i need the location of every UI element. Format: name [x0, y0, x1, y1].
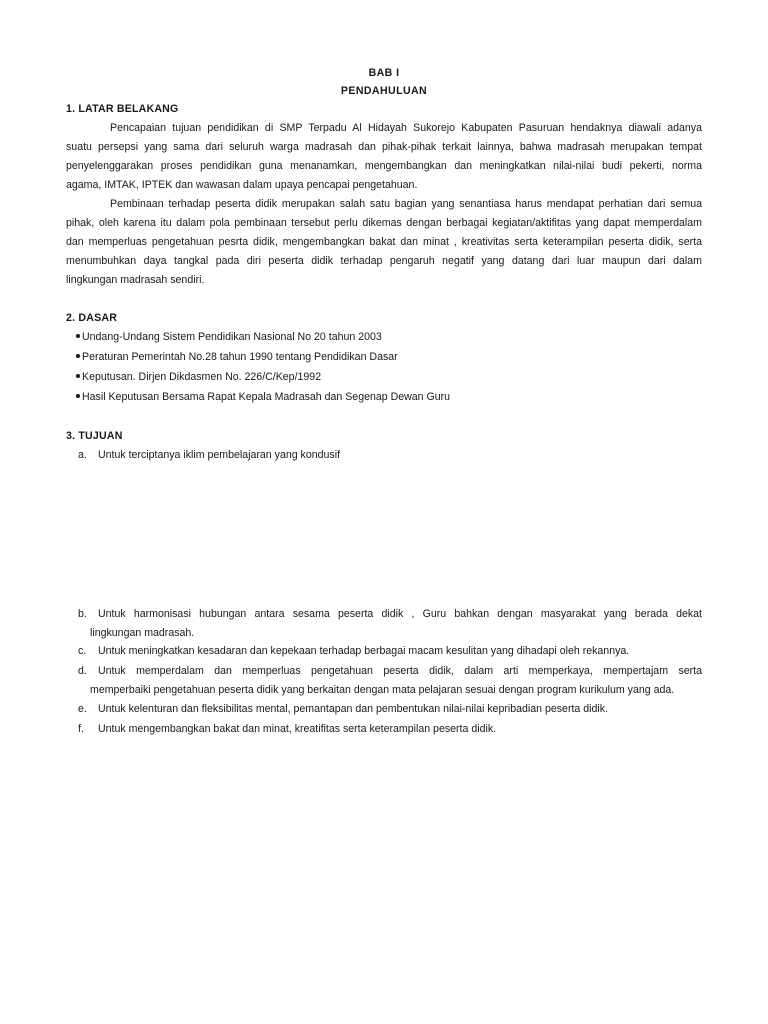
list-item-text: memperbaiki pengetahuan peserta didik yang berkaitan dengan mata pelajaran sesuai dengan program kurikulum yang ada.: [90, 684, 675, 696]
paragraph-line: penyelenggarakan proses pendidikan guna menanamkan, mengembangkan dan meningkatkan nilai-nilai budi pekerti, norma: [66, 160, 702, 172]
list-marker: a.: [78, 449, 87, 461]
list-item-text: Untuk kelenturan dan fleksibilitas mental, pemantapan dan pembentukan nilai-nilai kepribadian peserta didik.: [98, 703, 608, 715]
paragraph-line: pihak, oleh karena itu dalam pola pembinaan tersebut perlu dikemas dengan berbagai kegiatan/aktifitas yang dapat memperdalam: [66, 217, 702, 229]
chapter-subtitle: PENDAHULUAN: [340, 85, 428, 97]
list-item-text: Hasil Keputusan Bersama Rapat Kepala Madrasah dan Segenap Dewan Guru: [82, 391, 451, 403]
section-heading-dasar: 2. DASAR: [66, 312, 118, 324]
bullet-icon: [76, 334, 80, 338]
list-item-text: Untuk memperdalam dan memperluas pengetahuan peserta didik, dalam arti memperkaya, mempertajam serta: [98, 665, 702, 677]
list-item-text: Untuk meningkatkan kesadaran dan kepekaan terhadap berbagai macam kesulitan yang dihadapi oleh rekannya.: [98, 645, 630, 657]
paragraph-line: lingkungan madrasah sendiri.: [66, 274, 205, 286]
list-item: [76, 391, 450, 404]
list-marker: e.: [78, 703, 87, 715]
paragraph-line: agama, IMTAK, IPTEK dan wawasan dalam upaya pencapai pengetahuan.: [66, 179, 418, 191]
paragraph-line: dan memperluas pengetahuan pesrta didik, mengembangkan bakat dan minat , kreativitas serta keterampilan peserta didik, serta: [66, 236, 702, 248]
paragraph-line: Pencapaian tujuan pendidikan di SMP Terpadu Al Hidayah Sukorejo Kabupaten Pasuruan hendaknya diawali adanya: [110, 122, 702, 134]
list-item-text: lingkungan madrasah.: [90, 627, 195, 639]
list-marker: f.: [78, 723, 84, 735]
list-item-text: Untuk mengembangkan bakat dan minat, kreatifitas serta keterampilan peserta didik.: [98, 723, 497, 735]
list-item: [76, 351, 398, 364]
paragraph-line: menumbuhkan daya tangkal pada diri peserta didik terhadap pengaruh negatif yang datang dari luar maupun dari dalam: [66, 255, 702, 267]
list-item-text: Peraturan Pemerintah No.28 tahun 1990 tentang Pendidikan Dasar: [82, 351, 398, 363]
list-item: [76, 331, 382, 344]
paragraph-line: suatu persepsi yang sama dari seluruh warga madrasah dan pihak-pihak terkait lainnya, bahwa madrasah merupakan tempat: [66, 141, 702, 153]
list-item-text: Keputusan. Dirjen Dikdasmen No. 226/C/Kep/1992: [82, 371, 322, 383]
bullet-icon: [76, 394, 80, 398]
chapter-title: BAB I: [368, 67, 400, 79]
list-item-text: Undang-Undang Sistem Pendidikan Nasional No 20 tahun 2003: [82, 331, 382, 343]
list-marker: d.: [78, 665, 87, 677]
list-item: [76, 371, 321, 384]
bullet-icon: [76, 354, 80, 358]
list-item-text: Untuk terciptanya iklim pembelajaran yang kondusif: [98, 449, 341, 461]
list-item-text: Untuk harmonisasi hubungan antara sesama peserta didik , Guru bahkan dengan masyarakat yang berada dekat: [98, 608, 702, 620]
section-heading-latar-belakang: 1. LATAR BELAKANG: [66, 103, 179, 115]
paragraph-line: Pembinaan terhadap peserta didik merupakan salah satu bagian yang senantiasa harus mendapat perhatian dari semua: [110, 198, 702, 210]
list-marker: b.: [78, 608, 87, 620]
section-heading-tujuan: 3. TUJUAN: [66, 430, 123, 442]
bullet-icon: [76, 374, 80, 378]
list-marker: c.: [78, 645, 87, 657]
